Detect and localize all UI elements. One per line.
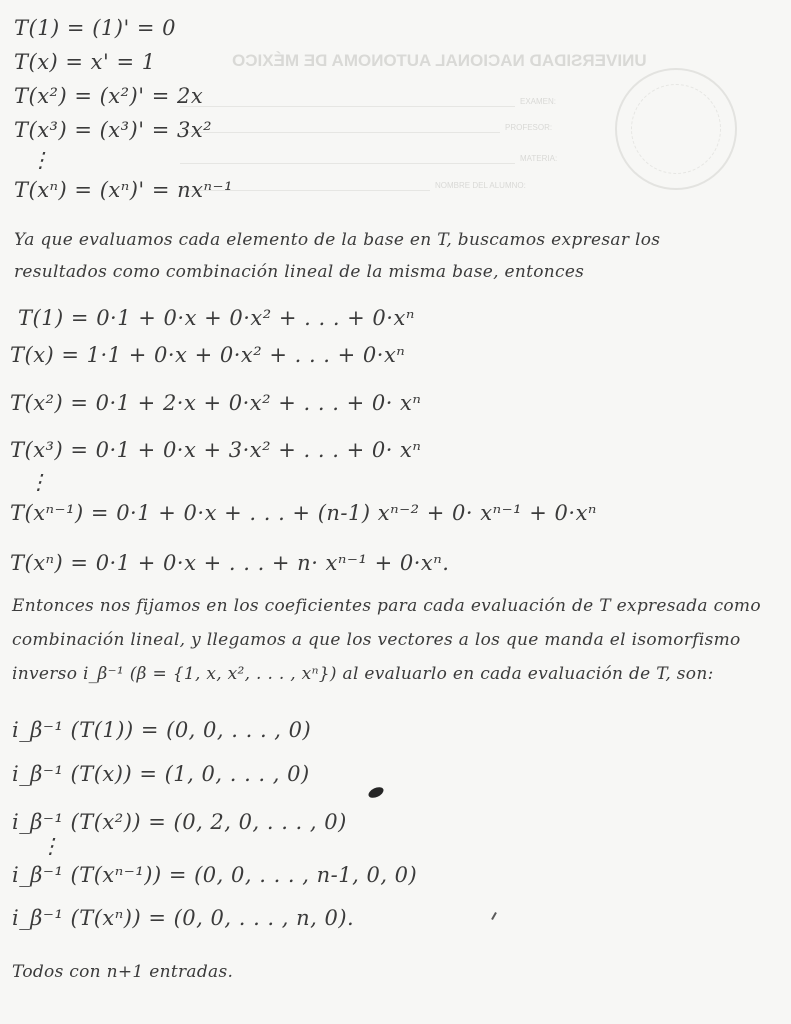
combination-line: T(x³) = 0·1 + 0·x + 3·x² + . . . + 0· xⁿ — [10, 438, 422, 462]
derivative-line: T(x²) = (x²)' = 2x — [14, 84, 204, 108]
conclusion-text: Entonces nos fijamos en los coeficientes para cada evaluación de T expresada como — [12, 596, 761, 616]
vector-dots: ⋮ — [40, 834, 62, 858]
university-letterhead: UNIVERSIDAD NACIONAL AUTONOMA DE MÉXICO — [232, 51, 647, 70]
combination-line: T(xⁿ⁻¹) = 0·1 + 0·x + . . . + (n-1) xⁿ⁻² + 0· xⁿ⁻¹ + 0·xⁿ — [10, 501, 597, 525]
examen-rule — [180, 106, 515, 107]
footer-text: Todos con n+1 entradas. — [12, 962, 234, 982]
derivative-dots: ⋮ — [30, 148, 52, 172]
conclusion-text: combinación lineal, y llegamos a que los vectores a los que manda el isomorfismo — [12, 630, 741, 650]
vector-line: i_β⁻¹ (T(x²)) = (0, 2, 0, . . . , 0) — [12, 810, 347, 834]
ink-smudge — [367, 785, 385, 800]
derivative-line: T(x) = x' = 1 — [14, 50, 156, 74]
combination-line: T(x) = 1·1 + 0·x + 0·x² + . . . + 0·xⁿ — [10, 343, 406, 367]
vector-line: i_β⁻¹ (T(x)) = (1, 0, . . . , 0) — [12, 762, 310, 786]
ink-tick-mark — [491, 912, 497, 920]
materia-label: MATERIA: — [520, 154, 558, 163]
profesor-rule — [180, 132, 500, 133]
derivative-line: T(x³) = (x³)' = 3x² — [14, 118, 213, 142]
vector-line: i_β⁻¹ (T(1)) = (0, 0, . . . , 0) — [12, 718, 312, 742]
combination-line: T(1) = 0·1 + 0·x + 0·x² + . . . + 0·xⁿ — [18, 306, 415, 330]
vector-line: i_β⁻¹ (T(xⁿ⁻¹)) = (0, 0, . . . , n-1, 0, 0) — [12, 863, 418, 887]
combination-line: T(x²) = 0·1 + 2·x + 0·x² + . . . + 0· xⁿ — [10, 391, 422, 415]
university-seal — [615, 68, 737, 190]
combination-dots: ⋮ — [28, 470, 50, 494]
profesor-label: PROFESOR: — [505, 123, 553, 132]
conclusion-text: inverso i_β⁻¹ (β = {1, x, x², . . . , xⁿ}) al evaluarlo en cada evaluación de T, son: — [12, 664, 714, 684]
intro-text: Ya que evaluamos cada elemento de la base en T, buscamos expresar los — [14, 230, 661, 250]
materia-rule — [180, 163, 515, 164]
examen-label: EXAMEN: — [520, 97, 557, 106]
derivative-line: T(xⁿ) = (xⁿ)' = nxⁿ⁻¹ — [14, 178, 234, 202]
combination-line: T(xⁿ) = 0·1 + 0·x + . . . + n· xⁿ⁻¹ + 0·xⁿ. — [10, 551, 450, 575]
vector-line: i_β⁻¹ (T(xⁿ)) = (0, 0, . . . , n, 0). — [12, 906, 355, 930]
intro-text: resultados como combinación lineal de la misma base, entonces — [14, 262, 585, 282]
derivative-line: T(1) = (1)' = 0 — [14, 16, 177, 40]
alumno-label: NOMBRE DEL ALUMNO: — [435, 181, 526, 190]
